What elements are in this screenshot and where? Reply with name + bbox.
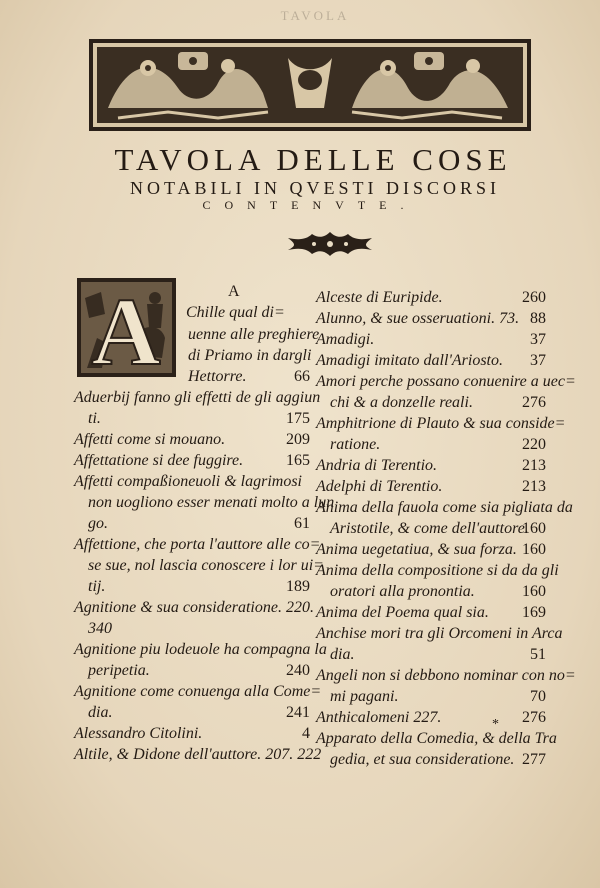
index-entry-text: chi & a donzelle reali. <box>330 394 473 411</box>
index-entry-text: Amadigi. <box>316 331 375 348</box>
index-entry-text: Chille qual di= <box>186 304 285 321</box>
index-entry-page-number: 213 <box>522 478 546 495</box>
index-entry-page-number: 4 <box>302 725 310 742</box>
index-entry-text: Affettione, che porta l'auttore alle co= <box>74 536 321 553</box>
index-entry <box>74 723 310 744</box>
index-entry-page-number: 169 <box>522 604 546 621</box>
index-entry-text: Affetti compaßioneuoli & lagrimosi <box>74 473 302 490</box>
index-entry <box>74 534 321 555</box>
index-entry-page-number: 165 <box>286 452 310 469</box>
page-subtitle: NOTABILI IN QVESTI DISCORSI <box>129 178 501 198</box>
index-entry <box>330 434 546 455</box>
index-entry <box>74 681 322 702</box>
index-entry-text: oratori alla pronontia. <box>330 583 475 600</box>
index-entry <box>88 513 310 534</box>
index-entry-text: dia. <box>88 704 113 721</box>
index-entry-text: ratione. <box>330 436 381 453</box>
index-entry <box>88 618 310 639</box>
index-entry-text: uenne alle preghiere <box>188 326 320 343</box>
index-entry-text: Andria di Terentio. <box>316 457 438 474</box>
index-entry <box>316 623 563 644</box>
index-entry-text: Aristotile, & come dell'auttore. <box>330 520 529 537</box>
index-entry-page-number: 189 <box>286 578 310 595</box>
index-entry <box>316 371 576 392</box>
index-entry <box>88 555 324 576</box>
index-entry <box>186 302 308 323</box>
index-entry-text: Anchise mori tra gli Orcomeni in Arca <box>316 625 563 642</box>
index-entry-page-number: 160 <box>522 520 546 537</box>
index-entry <box>88 576 310 597</box>
index-entry-text: se sue, nol lascia conoscere i lor ui= <box>88 557 324 574</box>
page-subtitle-line2: CONTENVTE. <box>202 198 418 212</box>
index-entry <box>88 660 310 681</box>
historiated-initial-a <box>77 278 176 377</box>
catchword-asterisk: * <box>492 717 499 732</box>
index-entry-text: Anima uegetatiua, & sua forza. <box>316 541 517 558</box>
index-entry-text: Anima del Poema qual sia. <box>316 604 489 621</box>
index-entry <box>330 749 546 770</box>
index-entry-text: tij. <box>88 578 106 595</box>
index-entry-page-number: 160 <box>522 583 546 600</box>
index-entry-text: Aduerbij fanno gli effetti de gli aggiun <box>74 389 321 406</box>
index-entry <box>316 287 546 308</box>
running-head-showthrough: TAVOLA <box>280 8 350 23</box>
index-entry-text: Affettatione si dee fuggire. <box>74 452 244 469</box>
index-entry <box>316 665 576 686</box>
index-entry-page-number: 51 <box>530 646 546 663</box>
index-entry-page-number: 70 <box>530 688 546 705</box>
index-entry <box>316 308 546 329</box>
index-entry-text: Alunno, & sue osseruationi. 73. <box>316 310 520 327</box>
index-entry-text: Anima della fauola come sia pigliata da <box>316 499 573 516</box>
index-entry <box>188 324 320 345</box>
index-entry-text: Anima della compositione si da da gli <box>316 562 559 579</box>
index-entry <box>88 408 310 429</box>
index-entry-text: Hettorre. <box>188 368 247 385</box>
index-entry <box>74 450 310 471</box>
index-entry-page-number: 160 <box>522 541 546 558</box>
index-entry <box>316 329 546 350</box>
index-entry-page-number: 61 <box>294 515 310 532</box>
index-entry-text: Alessandro Citolini. <box>74 725 203 742</box>
index-entry <box>330 392 546 413</box>
woodcut-banner <box>88 38 532 132</box>
index-entry-text: 340 <box>88 620 112 637</box>
index-entry-text: ti. <box>88 410 101 427</box>
index-entry <box>316 728 557 749</box>
index-entry <box>316 602 546 623</box>
index-entry-page-number: 88 <box>530 310 546 327</box>
index-entry-page-number: 276 <box>522 394 546 411</box>
index-entry-text: Angeli non si debbono nominar con no= <box>316 667 576 684</box>
index-entry-page-number: 213 <box>522 457 546 474</box>
index-entry-text: Amadigi imitato dall'Ariosto. <box>316 352 503 369</box>
index-entry <box>330 644 546 665</box>
index-entry-text: peripetia. <box>88 662 150 679</box>
index-entry <box>316 539 546 560</box>
index-entry-text: di Priamo in dargli <box>188 347 312 364</box>
index-entry <box>88 492 335 513</box>
index-entry <box>74 744 322 765</box>
index-entry-text: Adelphi di Terentio. <box>316 478 443 495</box>
index-entry <box>74 597 314 618</box>
index-entry-text: non uogliono esser menati molto a lun <box>88 494 335 511</box>
index-entry <box>88 702 310 723</box>
index-entry <box>316 707 546 728</box>
index-entry-page-number: 175 <box>286 410 310 427</box>
index-entry-text: Affetti come si mouano. <box>74 431 226 448</box>
index-entry <box>316 560 559 581</box>
index-entry-page-number: 277 <box>522 751 546 768</box>
index-entry-page-number: 260 <box>522 289 546 306</box>
index-entry-text: mi pagani. <box>330 688 399 705</box>
index-entry <box>316 350 546 371</box>
index-entry <box>74 387 321 408</box>
section-letter: A <box>228 283 240 300</box>
index-entry-text: Apparato della Comedia, & della Tra <box>316 730 557 747</box>
index-entry <box>74 429 310 450</box>
index-entry <box>330 518 546 539</box>
index-entry <box>316 413 566 434</box>
index-entry <box>316 455 546 476</box>
initial-letter: A <box>91 278 161 377</box>
index-entry-text: Agnitione & sua consideratione. 220. <box>74 599 314 616</box>
index-entry-page-number: 276 <box>522 709 546 726</box>
index-entry <box>74 639 327 660</box>
index-entry-text: Alceste di Euripide. <box>316 289 443 306</box>
index-entry-text: go. <box>88 515 108 532</box>
page-title: TAVOLA DELLE COSE <box>114 142 512 177</box>
index-entry-page-number: 37 <box>530 352 546 369</box>
index-entry-text: gedia, et sua consideratione. <box>330 751 515 768</box>
index-entry-text: Amphitrione di Plauto & sua conside= <box>316 415 566 432</box>
index-entry-page-number: 240 <box>286 662 310 679</box>
index-entry <box>316 497 573 518</box>
index-entry-text: Anthicalomeni 227. <box>316 709 442 726</box>
index-entry-text: Agnitione come conuenga alla Come= <box>74 683 322 700</box>
index-entry-page-number: 66 <box>294 368 310 385</box>
index-entry-page-number: 220 <box>522 436 546 453</box>
index-entry <box>188 366 310 387</box>
index-entry <box>74 471 310 492</box>
index-entry-text: dia. <box>330 646 355 663</box>
index-entry <box>330 686 546 707</box>
index-entry-page-number: 37 <box>530 331 546 348</box>
index-entry <box>188 345 310 366</box>
index-entry-page-number: 241 <box>286 704 310 721</box>
fleuron-ornament <box>284 230 376 258</box>
index-entry-text: Amori perche possano conuenire a uec= <box>316 373 576 390</box>
index-entry <box>316 476 546 497</box>
index-entry-text: Agnitione piu lodeuole ha compagna la <box>74 641 327 658</box>
index-entry-text: Altile, & Didone dell'auttore. 207. 222 <box>74 746 322 763</box>
index-entry-page-number: 209 <box>286 431 310 448</box>
index-entry <box>330 581 546 602</box>
